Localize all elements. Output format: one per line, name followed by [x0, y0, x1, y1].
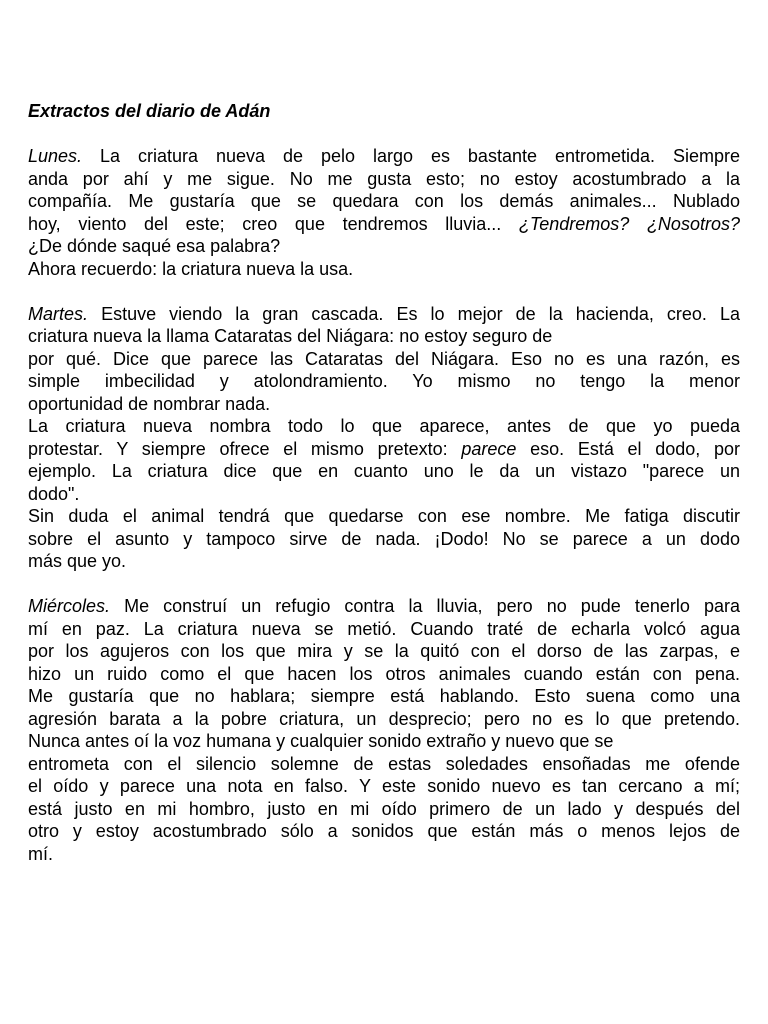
text-line: dodo". — [28, 483, 80, 504]
text-line: criatura nueva la llama Cataratas del Niágara: no estoy seguro de — [28, 326, 553, 346]
text-line: otro y estoy acostumbrado sólo a sonidos que están más o menos lejos de — [28, 821, 740, 841]
text-line — [28, 438, 740, 461]
text-span: Me construí un refugio contra la lluvia, pero no pude tenerlo para — [124, 596, 740, 616]
text-span: eso. Está el dodo, por — [530, 438, 740, 459]
italic-text: parece — [461, 438, 517, 459]
text-line: por qué. Dice que parece las Cataratas del Niágara. Eso no es una razón, es — [28, 348, 740, 369]
day-label-miercoles: Miércoles. — [28, 596, 111, 616]
text-line: entrometa con el silencio solemne de estas soledades ensoñadas me ofende — [28, 753, 740, 774]
text-span: protestar. Y siempre ofrece el mismo pretexto: — [28, 438, 448, 459]
text-line: ¿De dónde saqué esa palabra? — [28, 236, 281, 256]
paragraph-lunes — [28, 145, 740, 280]
text-line: agresión barata a la pobre criatura, un desprecio; pero no es lo que pretendo. — [28, 708, 740, 729]
text-line: está justo en mi hombro, justo en mi oído primero de un lado y después del — [28, 798, 740, 819]
paragraph-miercoles — [28, 595, 740, 865]
document-title: Extractos del diario de Adán — [28, 101, 271, 121]
text-span: Estuve viendo la gran cascada. Es lo mejor de la hacienda, creo. La — [101, 303, 740, 324]
text-line: ejemplo. La criatura dice que en cuanto uno le da un vistazo "parece un — [28, 461, 740, 481]
text-line: sobre el asunto y tampoco sirve de nada. ¡Dodo! No se parece a un dodo — [28, 528, 740, 549]
text-line: oportunidad de nombrar nada. — [28, 393, 271, 414]
text-line — [28, 595, 740, 618]
day-label-lunes: Lunes. — [28, 146, 83, 166]
document-page — [28, 100, 740, 888]
text-line — [28, 213, 740, 236]
text-line: anda por ahí y me sigue. No me gusta esto; no estoy acostumbrado a la — [28, 168, 740, 189]
text-line — [28, 303, 740, 326]
text-line: más que yo. — [28, 551, 127, 571]
text-line: simple imbecilidad y atolondramiento. Yo mismo no tengo la menor — [28, 371, 740, 391]
text-line: Me gustaría que no hablara; siempre está hablando. Esto suena como una — [28, 686, 740, 706]
text-line: Nunca antes oí la voz humana y cualquier sonido extraño y nuevo que se — [28, 731, 614, 751]
italic-text: ¿Tendremos? ¿Nosotros? — [518, 213, 740, 234]
paragraph-martes — [28, 303, 740, 573]
text-line: compañía. Me gustaría que se quedara con los demás animales... Nublado — [28, 191, 740, 211]
text-span: hoy, viento del este; creo que tendremos lluvia... — [28, 213, 502, 234]
text-line — [28, 145, 740, 168]
text-line: mí. — [28, 843, 53, 864]
day-label-martes: Martes. — [28, 303, 89, 324]
text-line: el oído y parece una nota en falso. Y este sonido nuevo es tan cercano a mí; — [28, 776, 740, 796]
text-line: Ahora recuerdo: la criatura nueva la usa. — [28, 258, 354, 279]
text-line: mí en paz. La criatura nueva se metió. Cuando traté de echarla volcó agua — [28, 618, 740, 639]
text-line: hizo un ruido como el que hacen los otros animales cuando están con pena. — [28, 663, 740, 684]
text-span: La criatura nueva de pelo largo es bastante entrometida. Siempre — [100, 146, 740, 166]
text-line: por los agujeros con los que mira y se la quitó con el dorso de las zarpas, e — [28, 641, 740, 661]
text-line: Sin duda el animal tendrá que quedarse con ese nombre. Me fatiga discutir — [28, 506, 740, 526]
text-line: La criatura nueva nombra todo lo que aparece, antes de que yo pueda — [28, 416, 740, 436]
